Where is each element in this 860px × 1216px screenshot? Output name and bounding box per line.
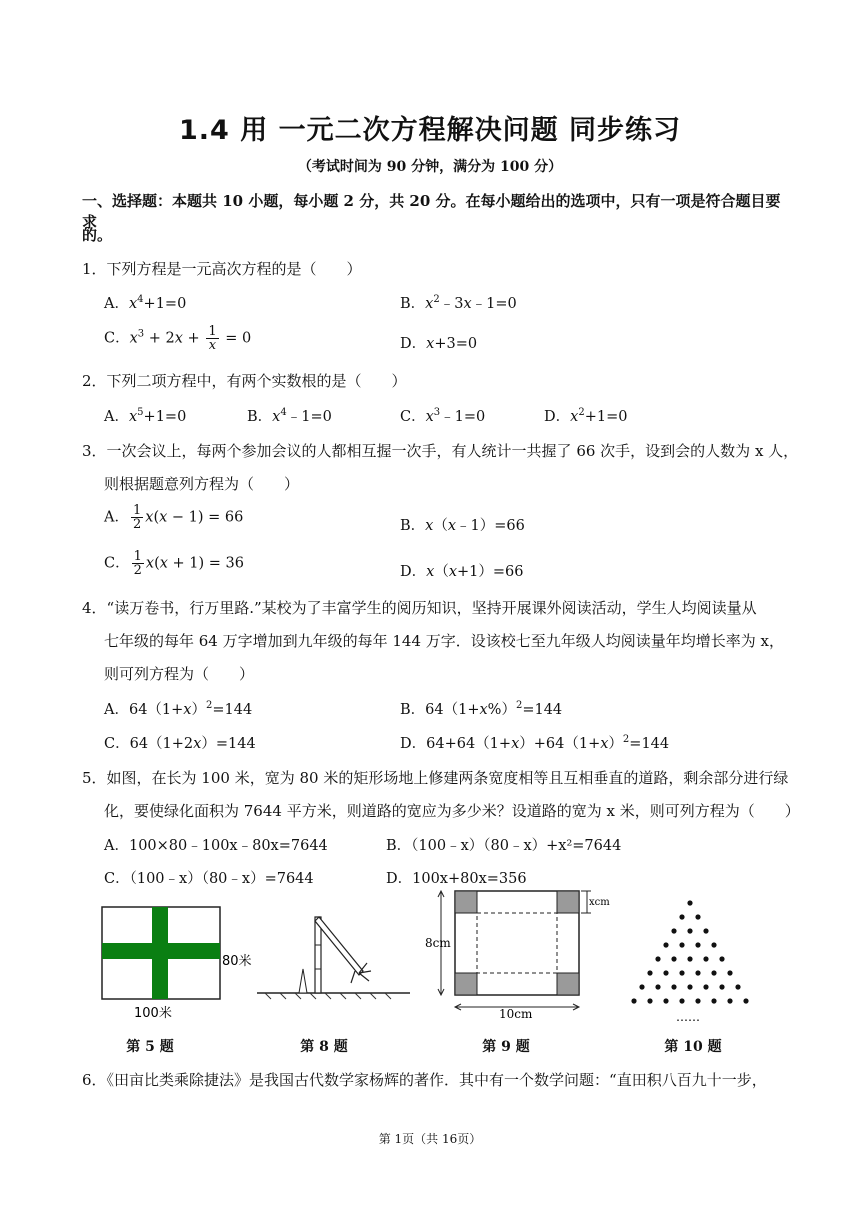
question-5-option-a: A．100×80﹣100x﹣80x=7644 [104, 838, 328, 854]
question-1-option-b: B．$x^2﹣3x﹣1=0$ [400, 294, 517, 312]
question-3-option-c: C． $\frac{1}{2}$ x(x + 1) = 36 [104, 549, 245, 578]
caption-figure-5: 第 5 题 [126, 1039, 174, 1055]
bamboo-shoot [299, 969, 307, 993]
figure-10-dot-triangle [620, 895, 760, 1025]
exam-info: （考试时间为 90 分钟，满分为 100 分） [297, 159, 563, 175]
width-label: 10cm [499, 1007, 533, 1021]
question-5-option-d: D．100x+80x=356 [386, 871, 527, 887]
question-1-option-d: D．x+3=0 [400, 336, 478, 352]
ellipsis-label: …… [676, 1010, 700, 1024]
figure-9-box-diagram [425, 885, 610, 1021]
question-4-option-b: B．$64(1+x\%)^2=144$ [400, 700, 563, 718]
section-heading-line1: 一、选择题：本题共 10 小题，每小题 2 分，共 20 分。在每小题给出的选项中，只有一项是符合题目要求 [82, 192, 781, 231]
caption-figure-9: 第 9 题 [482, 1039, 530, 1055]
corner-square-tr [557, 891, 579, 913]
question-6-stem-line1: 6．《田亩比类乘除捷法》是我国古代数学家杨辉的著作．其中有一个数学问题：“直田积八百九十一步， [82, 1071, 767, 1089]
question-5-stem-line1: 5．如图，在长为 100 米，宽为 80 米的矩形场地上修建两条宽度相等且互相垂直的道路，剩余部分进行绿 [82, 769, 789, 787]
vertical-road [152, 907, 168, 999]
corner-size-label: xcm [589, 897, 610, 908]
question-3-stem-line1: 3．一次会议上，每两个参加会议的人都相互握一次手，有人统计一共握了 66 次手，设到会的人数为 x 人， [82, 442, 799, 460]
question-1-option-c: C．$x^3 + 2x$ + $\frac{1}{x}$ = 0 [104, 324, 252, 353]
section-heading-line2: 的。 [82, 226, 113, 244]
figure-5-field-diagram [100, 905, 260, 1025]
question-4-option-a: A．$64(1+x)^2=144$ [104, 700, 253, 718]
question-4-stem-line3: 则可列方程为（ ） [104, 665, 255, 683]
question-3-option-b: B．x（x﹣1）=66 [400, 518, 525, 534]
question-2-stem: 2．下列二项方程中，有两个实数根的是（ ） [82, 372, 407, 390]
dot-pattern [631, 900, 748, 1003]
question-2-option-a: A．$x^5+1=0$ [104, 407, 187, 425]
question-1-stem: 1．下列方程是一元高次方程的是（ ） [82, 260, 362, 278]
question-5-stem-line2: 化，要使绿化面积为 7644 平方米，则道路的宽应为多少米？设道路的宽为 x 米，则可列方程为（ ） [104, 802, 800, 820]
question-3-option-a: A． $\frac{1}{2}$ x(x − 1) = 66 [104, 503, 244, 532]
height-label: 8cm [425, 936, 451, 950]
corner-square-br [557, 973, 579, 995]
page-footer: 第 1页（共 16页） [378, 1132, 482, 1146]
question-5-option-b: B．（100﹣x）（80﹣x）+x²=7644 [386, 838, 622, 854]
corner-square-tl [455, 891, 477, 913]
bamboo-broken-top [315, 917, 363, 975]
figure-8-bamboo-diagram [255, 905, 415, 1000]
page-title: 1.4 用 一元二次方程解决问题 同步练习 [178, 115, 682, 146]
question-4-option-c: C．64（1+2x）=144 [104, 736, 256, 752]
question-2-option-d: D．$x^2+1=0$ [544, 407, 628, 425]
question-2-option-c: C．$x^3﹣1=0$ [400, 407, 486, 425]
caption-figure-10: 第 10 题 [664, 1039, 722, 1055]
question-1-option-a: A．$x^4+1=0$ [104, 294, 187, 312]
width-label: 80米 [222, 954, 252, 969]
corner-square-bl [455, 973, 477, 995]
question-3-stem-line2: 则根据题意列方程为（ ） [104, 475, 300, 493]
question-3-option-d: D．x（x+1）=66 [400, 564, 524, 580]
question-4-option-d: D．$64+64(1+x)+64(1+x)^2=144$ [400, 734, 670, 752]
bamboo-trunk [315, 917, 321, 993]
question-5-option-c: C．（100﹣x）（80﹣x）=7644 [104, 871, 314, 887]
question-2-option-b: B．$x^4﹣1=0$ [247, 407, 332, 425]
question-4-stem-line2: 七年级的每年 64 万字增加到九年级的每年 144 万字．设该校七至九年级人均阅读量年均增长率为 x， [104, 632, 785, 650]
length-label: 100米 [134, 1006, 172, 1021]
question-4-stem-line1: 4．“读万卷书，行万里路.”某校为了丰富学生的阅历知识，坚持开展课外阅读活动，学生人均阅读量从 [82, 599, 757, 617]
caption-figure-8: 第 8 题 [300, 1039, 348, 1055]
